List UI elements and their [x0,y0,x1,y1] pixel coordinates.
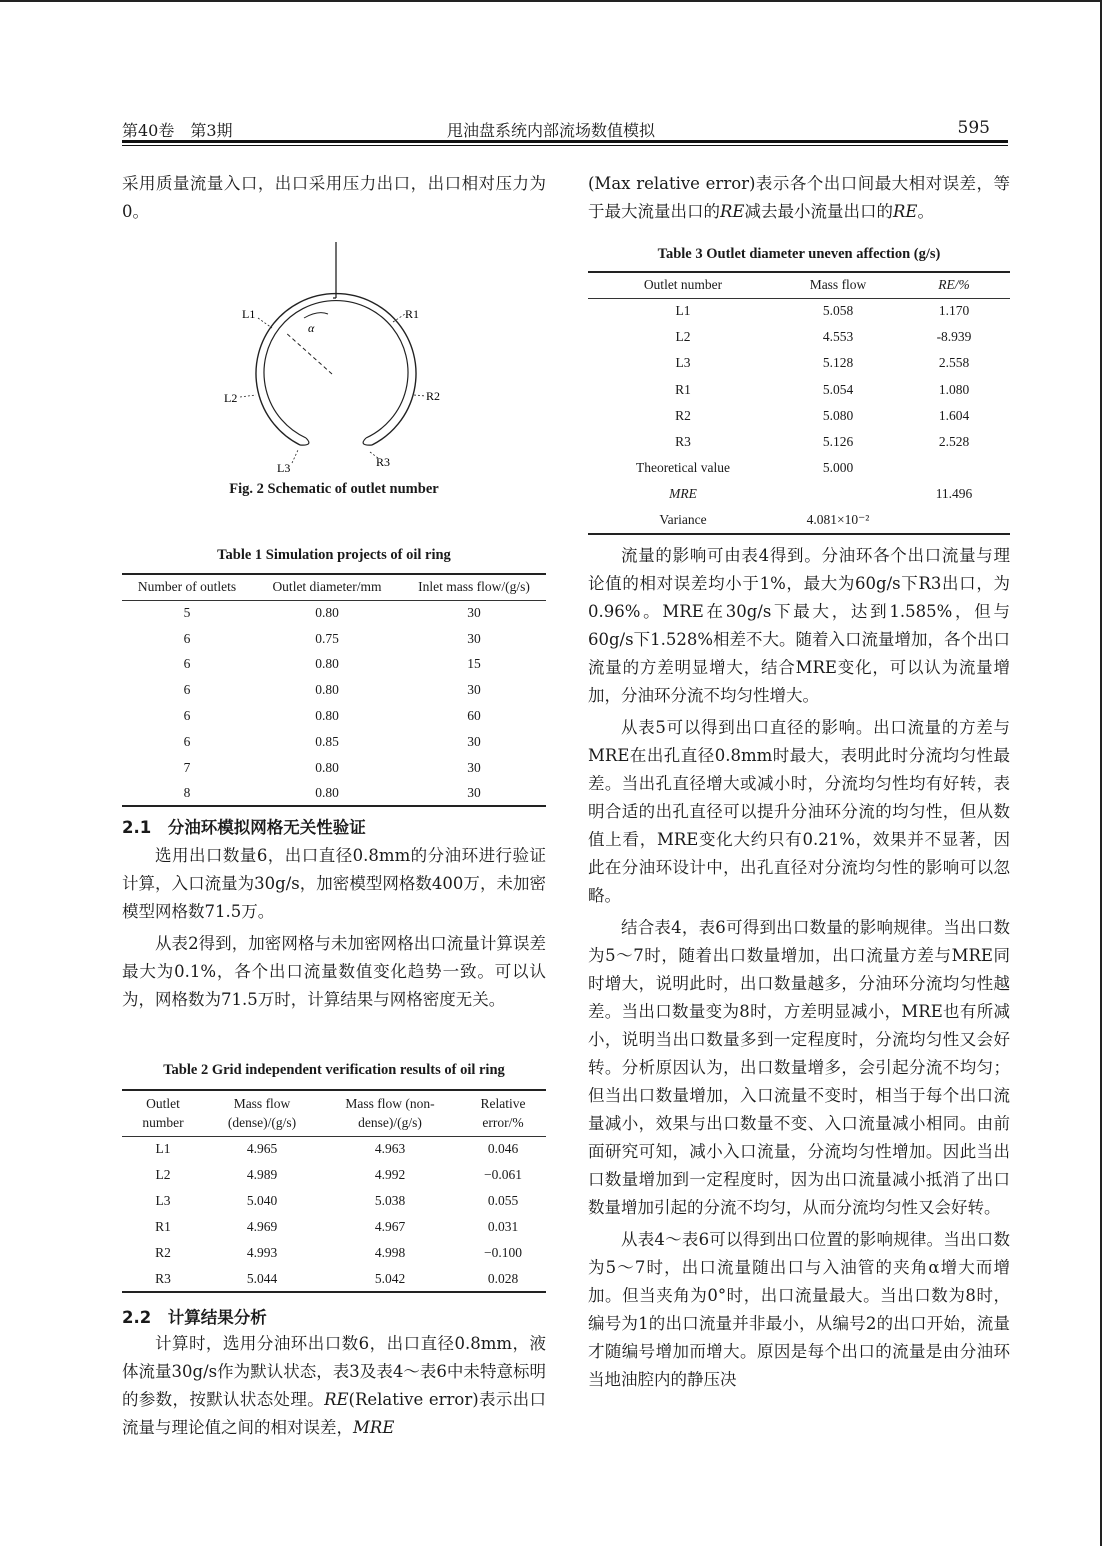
table2-cell: 4.967 [374,1219,406,1234]
table2-cell: 0.055 [487,1193,519,1208]
table1-cell: 0.80 [315,605,339,621]
table1-cell: 60 [467,708,481,724]
running-header-title: 甩油盘系统内部流场数值模拟 [446,121,655,140]
table3-header-cell: Mass flow [778,272,898,298]
table3-row [588,429,1010,455]
table2-header-cell: Mass flow (dense)/(g/s) [204,1090,320,1136]
table3-header-cell: RE/% [898,272,1010,298]
table1-row [122,677,546,703]
table3-header-cell: Outlet number [588,272,778,298]
table3-row [588,403,1010,429]
table3-cell: Theoretical value [635,460,731,476]
table1-cell: 30 [467,733,481,749]
table3-cell: L1 [675,303,691,319]
table3-cell: 2.558 [938,355,970,371]
table3-cell: R2 [675,407,691,423]
table2-header-cell: Outlet number [122,1090,204,1136]
table3-cell: -8.939 [936,329,972,345]
table1-cell: 6 [183,733,191,749]
table3-cell: Variance [659,512,707,528]
table2-cell: 5.044 [246,1270,278,1286]
outlet-label-r1: R1 [405,307,420,321]
outlet-label-r3: R3 [376,455,391,469]
table1-cell: 7 [183,759,191,775]
table2-cell: −0.100 [484,1245,522,1260]
table3-row [588,455,1010,481]
table3-cell: 5.000 [822,460,854,476]
table3-row [588,508,1010,534]
table2-grid-verification [122,1089,546,1293]
table1-row [122,652,546,678]
table3-cell: MRE [669,486,697,502]
table3-cell [898,508,1010,534]
header-rule [122,140,1008,143]
table2-row [122,1136,546,1162]
table3-cell: 1.170 [938,303,970,319]
table1-cell: 5 [183,605,191,621]
ring-inner-arc [264,301,408,438]
paragraph-diameter-effect: 从表5可以得到出口直径的影响。出口流量的方差与MRE在出孔直径0.8mm时最大，表明此时分流均匀性最差。当出孔直径增大或减小时，分流均匀性均有好转，表明合适的出孔直径可以提升分油环分流的均匀性，但从数值上看，MRE变化大约只有0.21%，效果并不显著，因此在分油环设计中，出孔直径对分流均匀性的影响可以忽略。 [588,718,1010,905]
table1-cell: 0.80 [315,682,339,698]
table2-header-cell: Relative error/% [460,1090,546,1136]
table2-row [122,1266,546,1292]
paragraph-outlet-position-effect: 从表4～表6可以得到出口位置的影响规律。当出口数为5～7时，出口流量随出口与入油管的夹角α增大而增加。但当夹角为0°时，出口流量最大。当出口数为8时，编号为1的出口流量并非最小，从编号2的出口开始，流量才随编号增加而增大。原因是每个出口的流量是由分油环当地油腔内的静压决 [588,1230,1010,1389]
table2-cell: R1 [155,1219,171,1234]
outlet-label-l3: L3 [277,461,291,475]
table3-row [588,481,1010,507]
table1-cell: 0.85 [315,733,339,749]
table2-cell: 5.042 [374,1270,406,1286]
alpha-label: α [308,321,315,335]
page-top-border [0,0,1102,2]
running-header-volume: 第40卷 第3期 [122,121,233,140]
table3-cell [898,455,1010,481]
table2-cell: L3 [155,1193,171,1208]
alpha-radius-line [285,332,332,374]
table2-cell: 0.031 [487,1219,519,1234]
table1-header-cell: Inlet mass flow/(g/s) [402,574,546,600]
table2-caption: Table 2 Grid independent verification results of oil ring [163,1062,505,1078]
table2-cell: 4.992 [374,1167,406,1182]
table1-cell: 30 [467,605,481,621]
table1-cell: 30 [467,759,481,775]
table3-row [588,377,1010,403]
table3-row [588,324,1010,350]
page-number: 595 [957,118,990,138]
table3-row [588,298,1010,324]
table3-cell: 5.128 [822,355,854,371]
table3-cell: 4.553 [822,329,854,345]
table2-cell: 4.989 [246,1167,278,1182]
section-2-2-body: 计算时，选用分油环出口数6，出口直径0.8mm，液体流量30g/s作为默认状态，表3及表4～表6中未特意标明的参数，按默认状态处理。RE(Relative error)表示出口流量与理论值之间的相对误差，MRE [122,1334,546,1437]
table2-row [122,1214,546,1240]
table3-cell: 5.080 [822,407,854,423]
table2-row [122,1162,546,1188]
intro-paragraph: 采用质量流量入口，出口采用压力出口，出口相对压力为0。 [122,174,546,221]
table1-cell: 0.80 [315,656,339,672]
table2-cell: 0.046 [487,1141,519,1157]
outlet-label-l2: L2 [224,391,238,405]
table3-cell: 5.126 [822,434,854,450]
table1-cell: 15 [467,656,481,672]
table2-cell: 4.963 [374,1141,406,1157]
section-2-1-heading: 2.1 分油环模拟网格无关性验证 [122,818,366,837]
table3-outlet-diameter [588,271,1010,535]
fig2-caption: Fig. 2 Schematic of outlet number [229,481,439,497]
paragraph-flow-effect: 流量的影响可由表4得到。分油环各个出口流量与理论值的相对误差均小于1%，最大为60g/s下R3出口，为0.96%。MRE在30g/s下最大，达到1.585%，但与60g/s下1.528%相差不大。随着入口流量增加，各个出口流量的方差明显增大，结合MRE变化，可以认为流量增加，分油环分流不均匀性增大。 [588,546,1010,705]
section-2-2-heading: 2.2 计算结果分析 [122,1308,267,1327]
table1-row [122,755,546,781]
table2-row [122,1188,546,1214]
table3-cell: 1.604 [938,407,970,423]
table3-cell: R3 [675,434,691,450]
table3-cell [778,481,898,507]
table2-cell: 4.965 [246,1141,278,1157]
table2-row [122,1240,546,1266]
right-top-paragraph: (Max relative error)表示各个出口间最大相对误差，等于最大流量出口的RE减去最小流量出口的RE。 [588,174,1010,221]
table3-cell: L3 [675,355,691,371]
table1-cell: 0.80 [315,708,339,724]
table1-row [122,600,546,626]
paragraph-outlet-count-effect: 结合表4，表6可得到出口数量的影响规律。当出口数为5～7时，随着出口数量增加，出口流量方差与MRE同时增大，说明此时，出口数量越多，分油环分流均匀性越差。当出口数量变为8时，方差明显减小，MRE也有所减小，说明当出口数量多到一定程度时，分流均匀性又会好转。分析原因认为，出口数量增多，会引起分流不均匀；但当出口数量增加，入口流量不变时，相当于每个出口流量减小，效果与出口数量不变、入口流量减小相同。由前面研究可知，减小入口流量，分流均匀性增加。因此当出口数量增加到一定程度时，因为出口流量减小抵消了出口数量增加引起的分流不均匀，从而分流均匀性又会好转。 [588,918,1010,1217]
table1-cell: 0.80 [315,784,339,800]
table2-cell: R2 [155,1245,171,1260]
table2-cell: 4.993 [246,1245,278,1260]
table3-caption: Table 3 Outlet diameter uneven affection (g/s) [657,246,941,262]
table3-cell: 4.081×10⁻² [806,512,870,528]
table2-cell: 5.038 [374,1193,406,1208]
table3-cell: 11.496 [935,486,973,502]
right-body-paragraphs [588,542,1010,1394]
table1-cell: 0.80 [315,759,339,775]
outlet-label-r2: R2 [426,389,441,403]
table2-cell: 5.040 [246,1193,278,1208]
table1-cell: 30 [467,630,481,646]
table3-cell: L2 [675,329,691,345]
table3-row [588,350,1010,376]
table1-cell: 6 [183,630,191,646]
table1-row [122,729,546,755]
table1-cell: 6 [183,656,191,672]
table1-cell: 6 [183,708,191,724]
table2-cell: 0.028 [487,1270,519,1286]
outlet-label-l1: L1 [242,307,256,321]
table1-cell: 6 [183,682,191,698]
table1-row [122,703,546,729]
table1-row [122,626,546,652]
header-rule-thin [122,145,1008,146]
table2-header-cell: Mass flow (non- dense)/(g/s) [320,1090,460,1136]
table1-caption: Table 1 Simulation projects of oil ring [217,547,451,563]
table1-cell: 0.75 [315,630,339,646]
table3-cell: 5.054 [822,381,854,397]
table2-cell: L2 [155,1167,171,1182]
outlet-schematic-figure [200,240,480,480]
table3-cell: 1.080 [938,381,970,397]
table2-cell: 4.969 [246,1219,278,1234]
table3-cell: 5.058 [822,303,854,319]
table1-cell: 8 [183,784,191,800]
table2-cell: 4.998 [374,1245,406,1260]
table3-cell: R1 [675,381,691,397]
table2-cell: L1 [155,1141,171,1157]
table1-header-cell: Outlet diameter/mm [252,574,402,600]
alpha-arc [304,313,328,318]
table1-cell: 30 [467,784,481,800]
table1-row [122,781,546,807]
table3-cell: 2.528 [938,434,970,450]
table1-header-cell: Number of outlets [122,574,252,600]
ring-outer-arc [256,294,416,445]
table1-cell: 30 [467,682,481,698]
section-2-1-body: 选用出口数量6，出口直径0.8mm的分油环进行验证计算，入口流量为30g/s，加密模型网格数400万，未加密模型网格数71.5万。 从表2得到，加密网格与未加密网格出口流量计算误差最大为0.1%，各个出口流量数值变化趋势一致。可以认为，网格数为71.5万时，计算结果与网格密度无关。 [122,846,546,1009]
table2-cell: −0.061 [484,1167,522,1182]
table2-cell: R3 [155,1270,171,1286]
table1-simulation-projects [122,573,546,807]
